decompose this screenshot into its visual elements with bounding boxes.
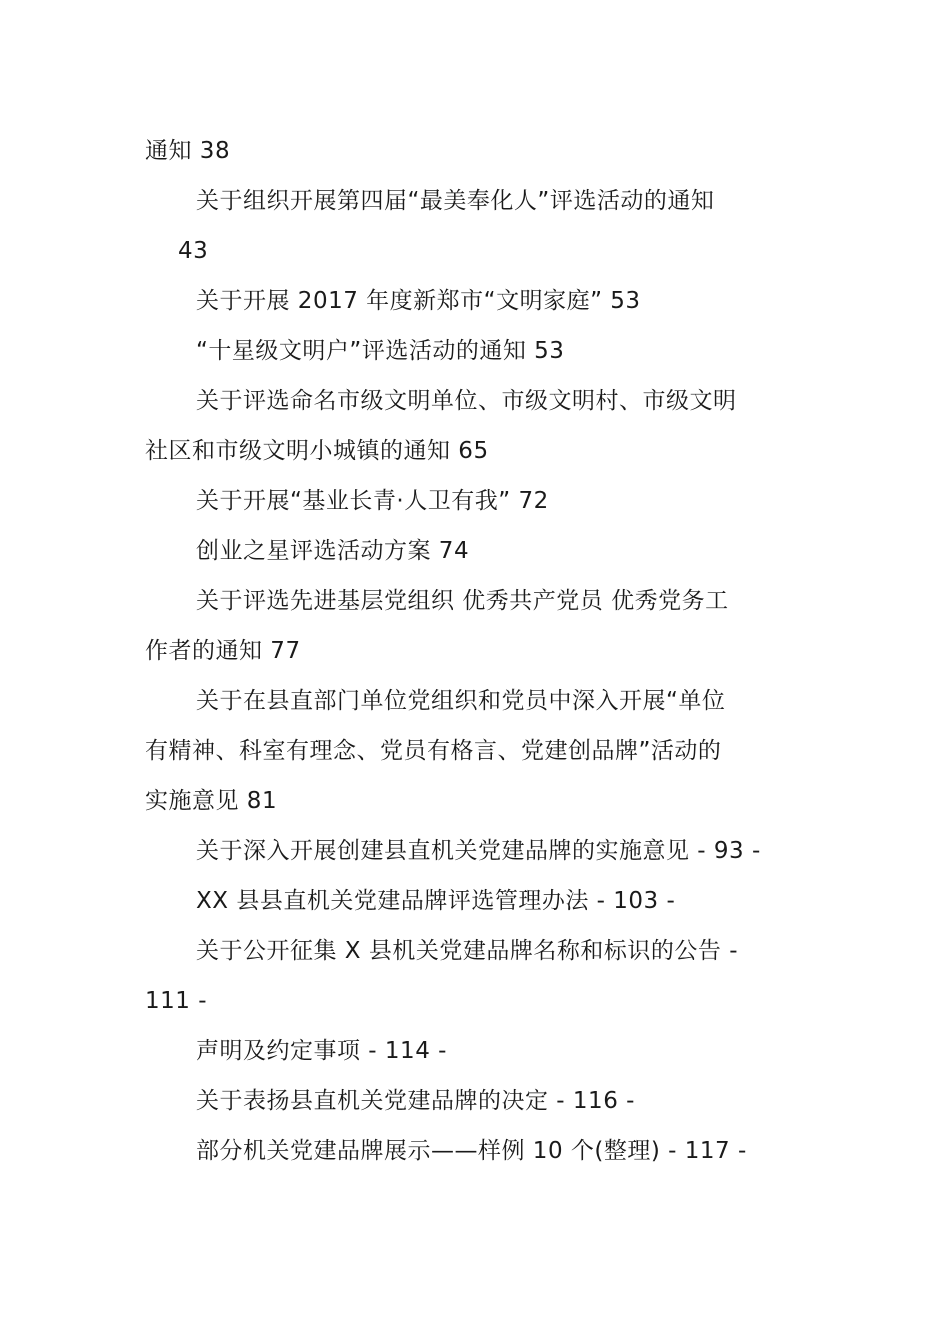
toc-line: 关于组织开展第四届“最美奉化人”评选活动的通知 xyxy=(196,188,715,214)
toc-line: 有精神、科室有理念、党员有格言、党建创品牌”活动的 xyxy=(145,738,722,764)
toc-line: 关于评选命名市级文明单位、市级文明村、市级文明 xyxy=(196,388,737,414)
toc-line: 社区和市级文明小城镇的通知 65 xyxy=(145,438,489,464)
toc-line: 111 - xyxy=(145,988,208,1014)
toc-line: 实施意见 81 xyxy=(145,788,278,814)
toc-line: 关于表扬县直机关党建品牌的决定 - 116 - xyxy=(196,1088,635,1114)
toc-line: 关于开展 2017 年度新郑市“文明家庭” 53 xyxy=(196,288,641,314)
toc-line: 创业之星评选活动方案 74 xyxy=(196,538,470,564)
toc-line: 43 xyxy=(178,238,209,264)
toc-line: 关于深入开展创建县直机关党建品牌的实施意见 - 93 - xyxy=(196,838,761,864)
toc-line: 声明及约定事项 - 114 - xyxy=(196,1038,447,1064)
toc-line: 通知 38 xyxy=(145,138,231,164)
toc-line: 关于评选先进基层党组织 优秀共产党员 优秀党务工 xyxy=(196,588,729,614)
toc-line: 关于公开征集 X 县机关党建品牌名称和标识的公告 - xyxy=(196,938,738,964)
toc-line: 关于开展“基业长青·人卫有我” 72 xyxy=(196,488,549,514)
toc-line: XX 县县直机关党建品牌评选管理办法 - 103 - xyxy=(196,888,676,914)
toc-line: 作者的通知 77 xyxy=(145,638,301,664)
toc-line: 部分机关党建品牌展示——样例 10 个(整理) - 117 - xyxy=(196,1138,747,1164)
toc-line: 关于在县直部门单位党组织和党员中深入开展“单位 xyxy=(196,688,726,714)
toc-line: “十星级文明户”评选活动的通知 53 xyxy=(196,338,565,364)
